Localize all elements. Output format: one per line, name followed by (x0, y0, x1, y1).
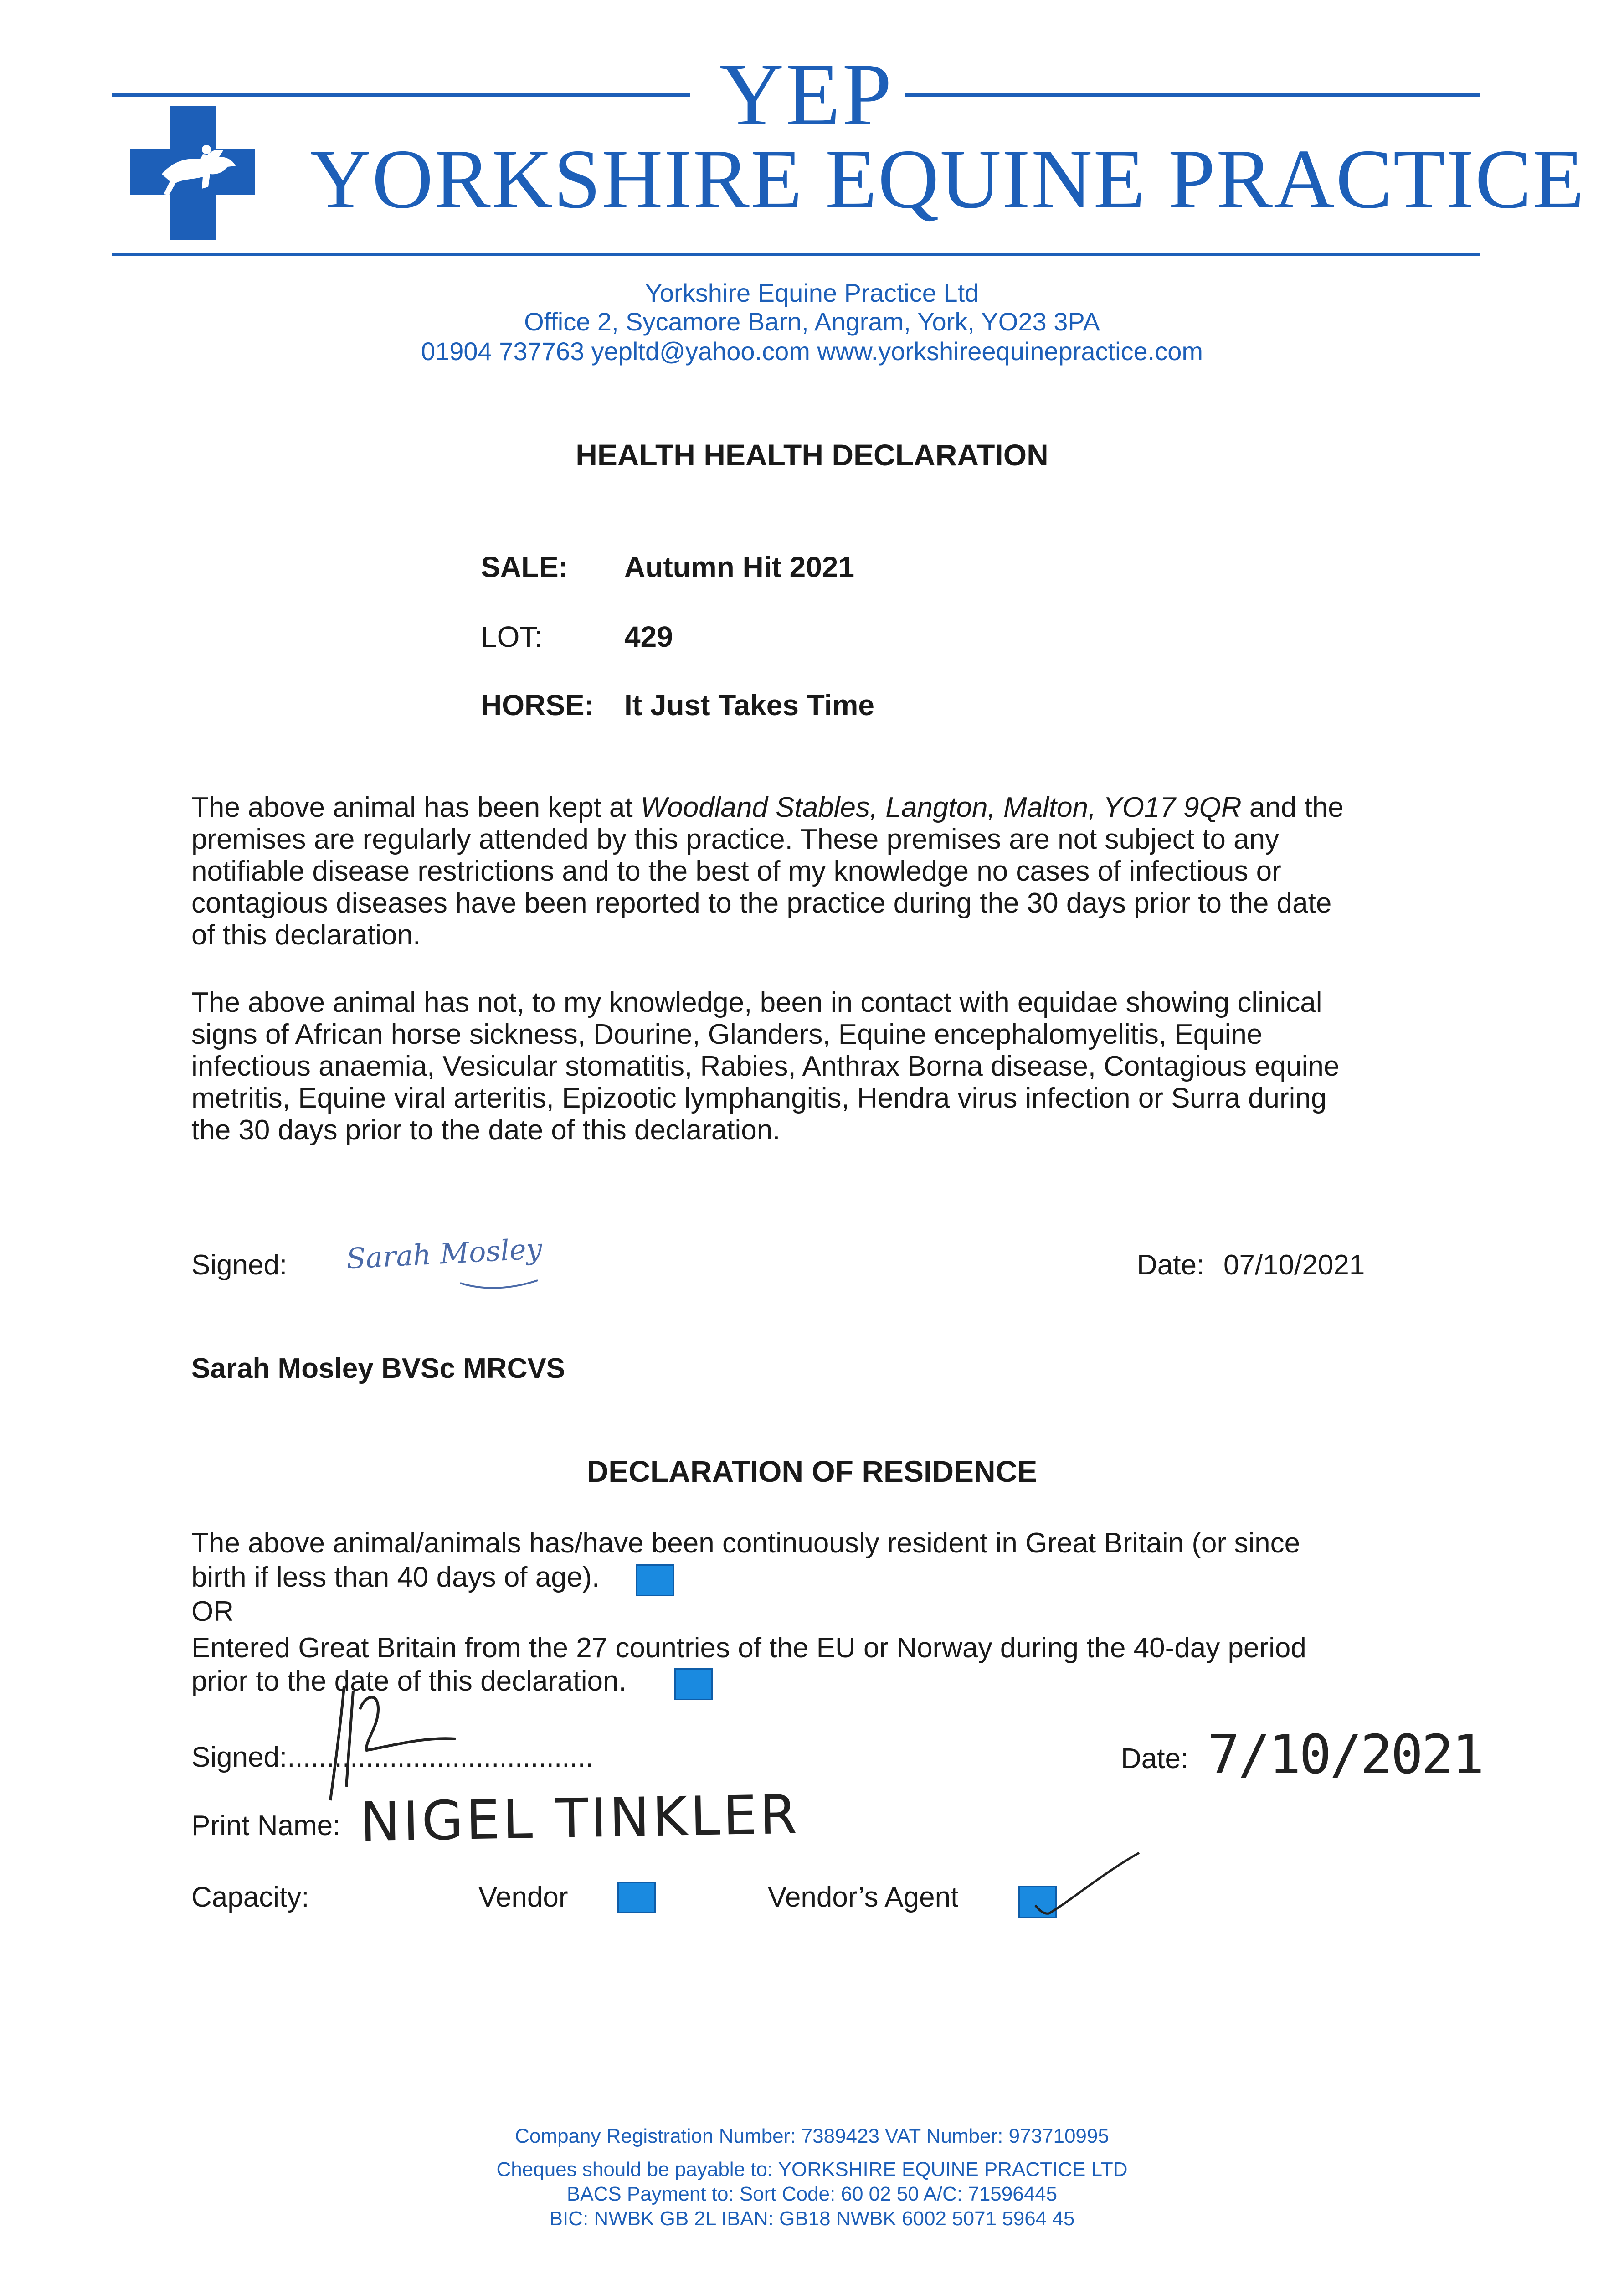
vendor-checkbox[interactable] (617, 1882, 656, 1913)
agent-date-label: Date: (1121, 1743, 1189, 1774)
vendor-agent-label: Vendor’s Agent (768, 1882, 959, 1913)
para-line: infectious anaemia, Vesicular stomatitis, Rabies, Anthrax Borna disease, Contagious equine (191, 1051, 1340, 1082)
vet-date-value: 07/10/2021 (1223, 1249, 1365, 1281)
residence-line-2: birth if less than 40 days of age). (191, 1562, 600, 1593)
residence-line-4: prior to the date of this declaration. (191, 1665, 627, 1697)
company-contact: 01904 737763 yepltd@yahoo.com www.yorkshireequinepractice.com (421, 337, 1203, 366)
footer-cheques: Cheques should be payable to: YORKSHIRE EQUINE PRACTICE LTD (496, 2158, 1128, 2181)
para-line: metritis, Equine viral arteritis, Epizootic lymphangitis, Hendra virus infection or Surra during (191, 1083, 1327, 1114)
header-rule-right (905, 93, 1480, 97)
practice-logo-icon (130, 106, 255, 240)
agent-handwritten-name: NIGEL TINKLER (359, 1783, 801, 1854)
health-declaration-title: HEALTH HEALTH DECLARATION (576, 438, 1048, 472)
agent-signed-label: Signed:....................................... (191, 1742, 594, 1773)
vet-name: Sarah Mosley BVSc MRCVS (191, 1353, 565, 1384)
residence-declaration-title: DECLARATION OF RESIDENCE (586, 1454, 1038, 1488)
agent-handwritten-date: 7/10/2021 (1208, 1723, 1483, 1786)
header-rule-bottom (112, 253, 1480, 256)
practice-name: YORKSHIRE EQUINE PRACTICE (310, 132, 1585, 226)
header-rule-left (112, 93, 690, 97)
capacity-label: Capacity: (191, 1882, 309, 1913)
lot-value: 429 (624, 620, 673, 653)
health-paragraph-premises (191, 792, 1422, 951)
vet-signature: Sarah Mosley (345, 1232, 543, 1276)
para-line: The above animal has not, to my knowledge, been in contact with equidae showing clinical (191, 987, 1322, 1018)
lot-label: LOT: (481, 620, 543, 653)
premises-location: Woodland Stables, Langton, Malton, YO17 9QR (640, 792, 1242, 823)
horse-label: HORSE: (481, 689, 594, 722)
vendor-label: Vendor (478, 1882, 568, 1913)
sale-label: SALE: (481, 551, 568, 583)
para-line: the 30 days prior to the date of this declaration. (191, 1114, 781, 1146)
vendor-agent-tick-icon (1025, 1832, 1153, 1923)
vet-signed-label: Signed: (191, 1249, 288, 1281)
para-line: of this declaration. (191, 919, 421, 951)
para-line: signs of African horse sickness, Dourine, Glanders, Equine encephalomyelitis, Equine (191, 1019, 1263, 1050)
residence-or: OR (191, 1596, 234, 1627)
vet-signature-flourish (456, 1274, 547, 1292)
sale-value: Autumn Hit 2021 (624, 551, 854, 583)
footer-bic: BIC: NWBK GB 2L IBAN: GB18 NWBK 6002 5071 5964 45 (549, 2207, 1075, 2230)
entered-gb-checkbox[interactable] (674, 1668, 713, 1700)
residence-line-1: The above animal/animals has/have been continuously resident in Great Britain (or since (191, 1527, 1300, 1559)
para-line: notifiable disease restrictions and to the best of my knowledge no cases of infectious or (191, 856, 1281, 887)
resident-checkbox[interactable] (636, 1564, 674, 1596)
print-name-label: Print Name: (191, 1810, 341, 1841)
para-line: premises are regularly attended by this practice. These premises are not subject to any (191, 824, 1280, 855)
company-address: Office 2, Sycamore Barn, Angram, York, YO23 3PA (524, 307, 1100, 336)
para-line: The above animal has been kept at Woodland Stables, Langton, Malton, YO17 9QR and the (191, 792, 1344, 823)
practice-acronym: YEP (719, 45, 894, 144)
residence-line-3: Entered Great Britain from the 27 countries of the EU or Norway during the 40-day period (191, 1632, 1306, 1664)
footer-registration: Company Registration Number: 7389423 VAT Number: 973710995 (515, 2125, 1109, 2147)
vet-date-label: Date: (1137, 1249, 1205, 1281)
company-name: Yorkshire Equine Practice Ltd (645, 278, 979, 307)
health-paragraph-contacts (191, 987, 1422, 1146)
horse-value: It Just Takes Time (624, 689, 874, 722)
para-line: contagious diseases have been reported to the practice during the 30 days prior to the date (191, 887, 1332, 919)
footer-bacs: BACS Payment to: Sort Code: 60 02 50 A/C: 71596445 (566, 2183, 1058, 2205)
